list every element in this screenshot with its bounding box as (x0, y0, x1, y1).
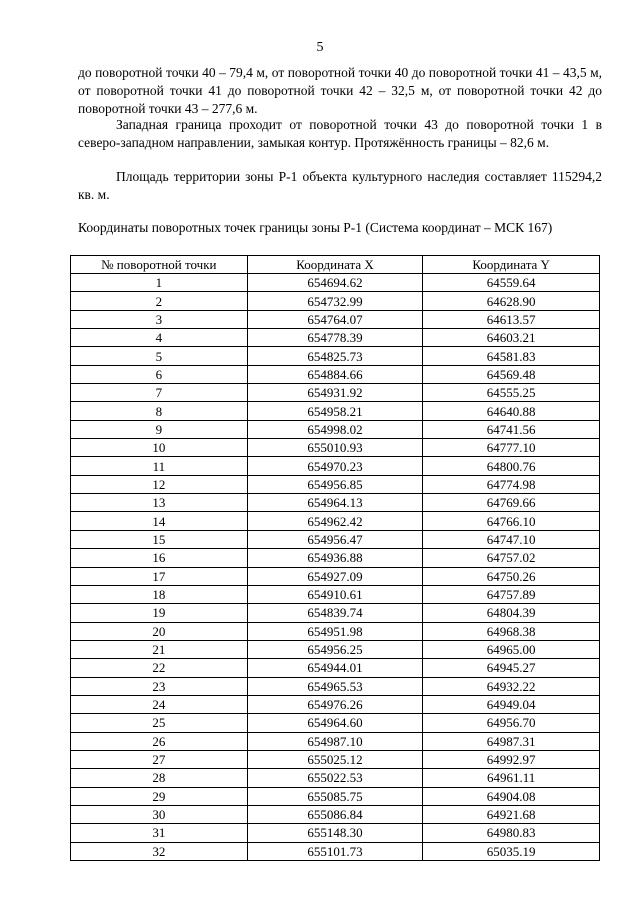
coordinate-x-cell: 655101.73 (247, 842, 423, 860)
table-row (71, 567, 600, 585)
coordinate-x-cell: 654956.25 (247, 640, 423, 658)
coordinate-x-cell: 654931.92 (247, 384, 423, 402)
table-row (71, 402, 600, 420)
coordinate-y-cell: 64777.10 (423, 439, 600, 457)
point-number-cell: 27 (71, 750, 248, 768)
coordinate-x-cell: 654732.99 (247, 292, 423, 310)
table-header-row (71, 256, 600, 274)
coordinate-y-cell: 64968.38 (423, 622, 600, 640)
coordinate-x-cell: 654956.47 (247, 530, 423, 548)
coordinate-x-cell: 654839.74 (247, 604, 423, 622)
coordinate-y-cell: 64555.25 (423, 384, 600, 402)
point-number-cell: 9 (71, 420, 248, 438)
header-point-number: № поворотной точки (71, 256, 248, 274)
table-title: Координаты поворотных точек границы зоны Р-1 (Система координат – МСК 167) (78, 220, 553, 235)
coordinate-y-cell: 64569.48 (423, 365, 600, 383)
coordinate-x-cell: 654987.10 (247, 732, 423, 750)
coordinate-y-cell: 65035.19 (423, 842, 600, 860)
table-row (71, 347, 600, 365)
table-row (71, 604, 600, 622)
coordinate-x-cell: 654951.98 (247, 622, 423, 640)
coordinate-x-cell: 654884.66 (247, 365, 423, 383)
table-row (71, 585, 600, 603)
coordinate-x-cell: 654910.61 (247, 585, 423, 603)
point-number-cell: 18 (71, 585, 248, 603)
table-row (71, 420, 600, 438)
table-row (71, 274, 600, 292)
table-row (71, 787, 600, 805)
coordinate-x-cell: 654936.88 (247, 549, 423, 567)
point-number-cell: 11 (71, 457, 248, 475)
coordinate-y-cell: 64804.39 (423, 604, 600, 622)
coordinate-y-cell: 64961.11 (423, 769, 600, 787)
coordinate-y-cell: 64932.22 (423, 677, 600, 695)
coordinate-x-cell: 655010.93 (247, 439, 423, 457)
coordinate-y-cell: 64747.10 (423, 530, 600, 548)
coordinate-x-cell: 654964.60 (247, 714, 423, 732)
point-number-cell: 28 (71, 769, 248, 787)
coordinate-x-cell: 654694.62 (247, 274, 423, 292)
table-row (71, 384, 600, 402)
coordinate-y-cell: 64904.08 (423, 787, 600, 805)
table-row (71, 457, 600, 475)
coordinate-y-cell: 64921.68 (423, 805, 600, 823)
table-row (71, 475, 600, 493)
table-row (71, 769, 600, 787)
point-number-cell: 31 (71, 824, 248, 842)
coordinate-y-cell: 64750.26 (423, 567, 600, 585)
point-number-cell: 21 (71, 640, 248, 658)
table-row (71, 292, 600, 310)
point-number-cell: 16 (71, 549, 248, 567)
point-number-cell: 32 (71, 842, 248, 860)
table-row (71, 329, 600, 347)
coordinate-y-cell: 64987.31 (423, 732, 600, 750)
coordinate-y-cell: 64800.76 (423, 457, 600, 475)
coordinate-y-cell: 64628.90 (423, 292, 600, 310)
table-row (71, 365, 600, 383)
point-number-cell: 20 (71, 622, 248, 640)
coordinate-x-cell: 654956.85 (247, 475, 423, 493)
coordinate-x-cell: 654764.07 (247, 310, 423, 328)
table-row (71, 732, 600, 750)
point-number-cell: 3 (71, 310, 248, 328)
point-number-cell: 30 (71, 805, 248, 823)
coordinate-x-cell: 654958.21 (247, 402, 423, 420)
coordinates-table-body (71, 274, 600, 861)
table-row (71, 439, 600, 457)
paragraph-western-boundary: Западная граница проходит от поворотной точки 43 до поворотной точки 1 в северо-западном направлении, замыкая контур. Протяжённость границы – 82,6 м. (78, 117, 602, 150)
header-coordinate-y: Координата Y (423, 256, 600, 274)
coordinate-y-cell: 64980.83 (423, 824, 600, 842)
table-row (71, 750, 600, 768)
point-number-cell: 5 (71, 347, 248, 365)
coordinate-y-cell: 64949.04 (423, 695, 600, 713)
paragraph-zone-area: Площадь территории зоны Р-1 объекта культурного наследия составляет 115294,2 кв. м. (78, 169, 602, 202)
point-number-cell: 23 (71, 677, 248, 695)
coordinate-x-cell: 654976.26 (247, 695, 423, 713)
paragraph-boundary-segments: до поворотной точки 40 – 79,4 м, от поворотной точки 40 до поворотной точки 41 – 43,5 м, от поворотной точки 41 до поворотной точки 42 – 32,5 м, от поворотной точки 42 до поворотной точки 43 – 277,6 м. (78, 65, 602, 116)
page-number: 5 (316, 40, 324, 55)
coordinate-x-cell: 654825.73 (247, 347, 423, 365)
point-number-cell: 19 (71, 604, 248, 622)
table-row (71, 805, 600, 823)
coordinate-x-cell: 654970.23 (247, 457, 423, 475)
coordinate-x-cell: 654964.13 (247, 494, 423, 512)
point-number-cell: 29 (71, 787, 248, 805)
coordinate-y-cell: 64757.02 (423, 549, 600, 567)
coordinate-y-cell: 64965.00 (423, 640, 600, 658)
point-number-cell: 2 (71, 292, 248, 310)
coordinate-x-cell: 654965.53 (247, 677, 423, 695)
table-row (71, 640, 600, 658)
point-number-cell: 25 (71, 714, 248, 732)
table-row (71, 622, 600, 640)
coordinate-y-cell: 64559.64 (423, 274, 600, 292)
table-row (71, 695, 600, 713)
coordinate-x-cell: 654927.09 (247, 567, 423, 585)
coordinate-x-cell: 654944.01 (247, 659, 423, 677)
coordinate-y-cell: 64613.57 (423, 310, 600, 328)
coordinate-y-cell: 64769.66 (423, 494, 600, 512)
coordinate-y-cell: 64741.56 (423, 420, 600, 438)
point-number-cell: 4 (71, 329, 248, 347)
coordinate-x-cell: 655025.12 (247, 750, 423, 768)
table-row (71, 494, 600, 512)
table-row (71, 714, 600, 732)
coordinate-y-cell: 64992.97 (423, 750, 600, 768)
table-row (71, 677, 600, 695)
point-number-cell: 15 (71, 530, 248, 548)
table-row (71, 842, 600, 860)
point-number-cell: 8 (71, 402, 248, 420)
point-number-cell: 13 (71, 494, 248, 512)
coordinate-x-cell: 655148.30 (247, 824, 423, 842)
coordinate-x-cell: 655022.53 (247, 769, 423, 787)
point-number-cell: 12 (71, 475, 248, 493)
coordinate-x-cell: 655085.75 (247, 787, 423, 805)
table-row (71, 549, 600, 567)
coordinate-x-cell: 654778.39 (247, 329, 423, 347)
point-number-cell: 22 (71, 659, 248, 677)
coordinates-table (70, 255, 600, 861)
coordinate-x-cell: 654962.42 (247, 512, 423, 530)
coordinate-y-cell: 64956.70 (423, 714, 600, 732)
point-number-cell: 24 (71, 695, 248, 713)
coordinate-y-cell: 64774.98 (423, 475, 600, 493)
table-row (71, 824, 600, 842)
point-number-cell: 7 (71, 384, 248, 402)
point-number-cell: 26 (71, 732, 248, 750)
point-number-cell: 17 (71, 567, 248, 585)
table-row (71, 512, 600, 530)
point-number-cell: 14 (71, 512, 248, 530)
header-coordinate-x: Координата X (247, 256, 423, 274)
coordinate-y-cell: 64603.21 (423, 329, 600, 347)
coordinate-y-cell: 64640.88 (423, 402, 600, 420)
coordinate-y-cell: 64945.27 (423, 659, 600, 677)
coordinate-y-cell: 64581.83 (423, 347, 600, 365)
point-number-cell: 6 (71, 365, 248, 383)
coordinate-y-cell: 64757.89 (423, 585, 600, 603)
coordinate-x-cell: 655086.84 (247, 805, 423, 823)
coordinate-x-cell: 654998.02 (247, 420, 423, 438)
point-number-cell: 1 (71, 274, 248, 292)
table-row (71, 310, 600, 328)
coordinate-y-cell: 64766.10 (423, 512, 600, 530)
point-number-cell: 10 (71, 439, 248, 457)
table-row (71, 659, 600, 677)
table-row (71, 530, 600, 548)
